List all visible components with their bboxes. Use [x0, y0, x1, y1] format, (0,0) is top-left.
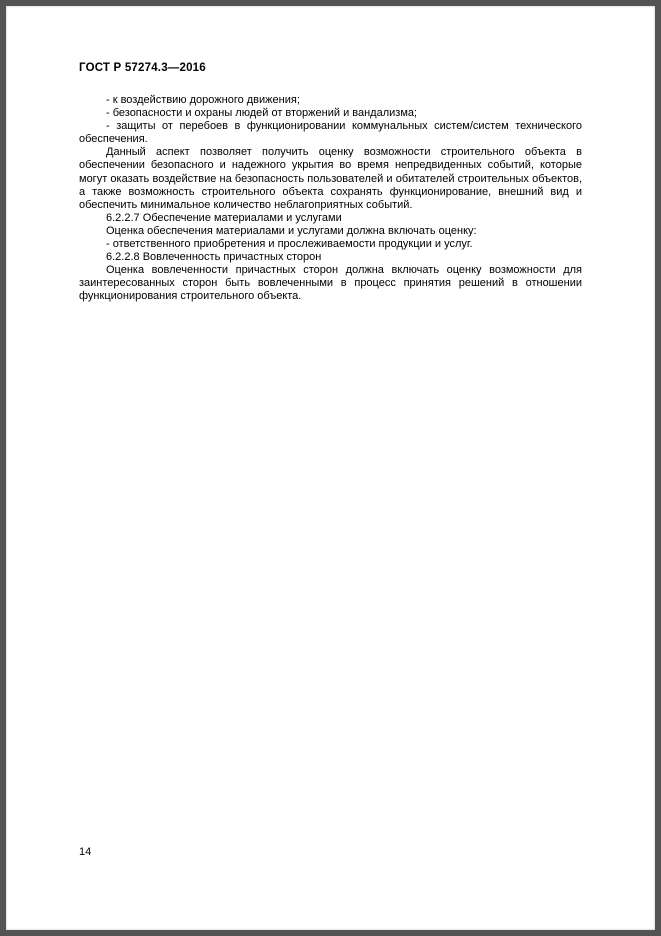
section-heading: 6.2.2.8 Вовлеченность причастных сторон: [106, 251, 322, 264]
paragraph: Данный аспект позволяет получить оценку возможности строительного объекта в обеспечении безопасного и надежного укрытия во время непредвиденных событий, которые могут оказать воздействие на безопасность пользователей и обитателей строительных объектов, а также возможность строительного объекта сохранять функционирование, внешний вид и обеспечить минимальное количество неблагоприятных событий.: [79, 146, 582, 211]
list-item: - к воздействию дорожного движения;: [106, 94, 300, 106]
page-number: 14: [79, 846, 92, 858]
section-heading: 6.2.2.7 Обеспечение материалами и услугами: [106, 211, 342, 224]
paragraph: Оценка вовлеченности причастных сторон должна включать оценку возможности для заинтересованных сторон быть вовлеченными в процесс принятия решений в отношении функционирования строительного объекта.: [79, 264, 582, 303]
document-content: [79, 94, 582, 304]
list-item: - ответственного приобретения и прослеживаемости продукции и услуг.: [106, 238, 473, 251]
list-item: - защиты от перебоев в функционировании коммунальных систем/систем технического обеспечения.: [79, 120, 582, 146]
list-item: - безопасности и охраны людей от вторжений и вандализма;: [106, 107, 418, 120]
document-page: [6, 6, 655, 930]
paragraph: Оценка обеспечения материалами и услугами должна включать оценку:: [106, 224, 477, 237]
document-standard-number: ГОСТ Р 57274.3—2016: [79, 62, 206, 74]
